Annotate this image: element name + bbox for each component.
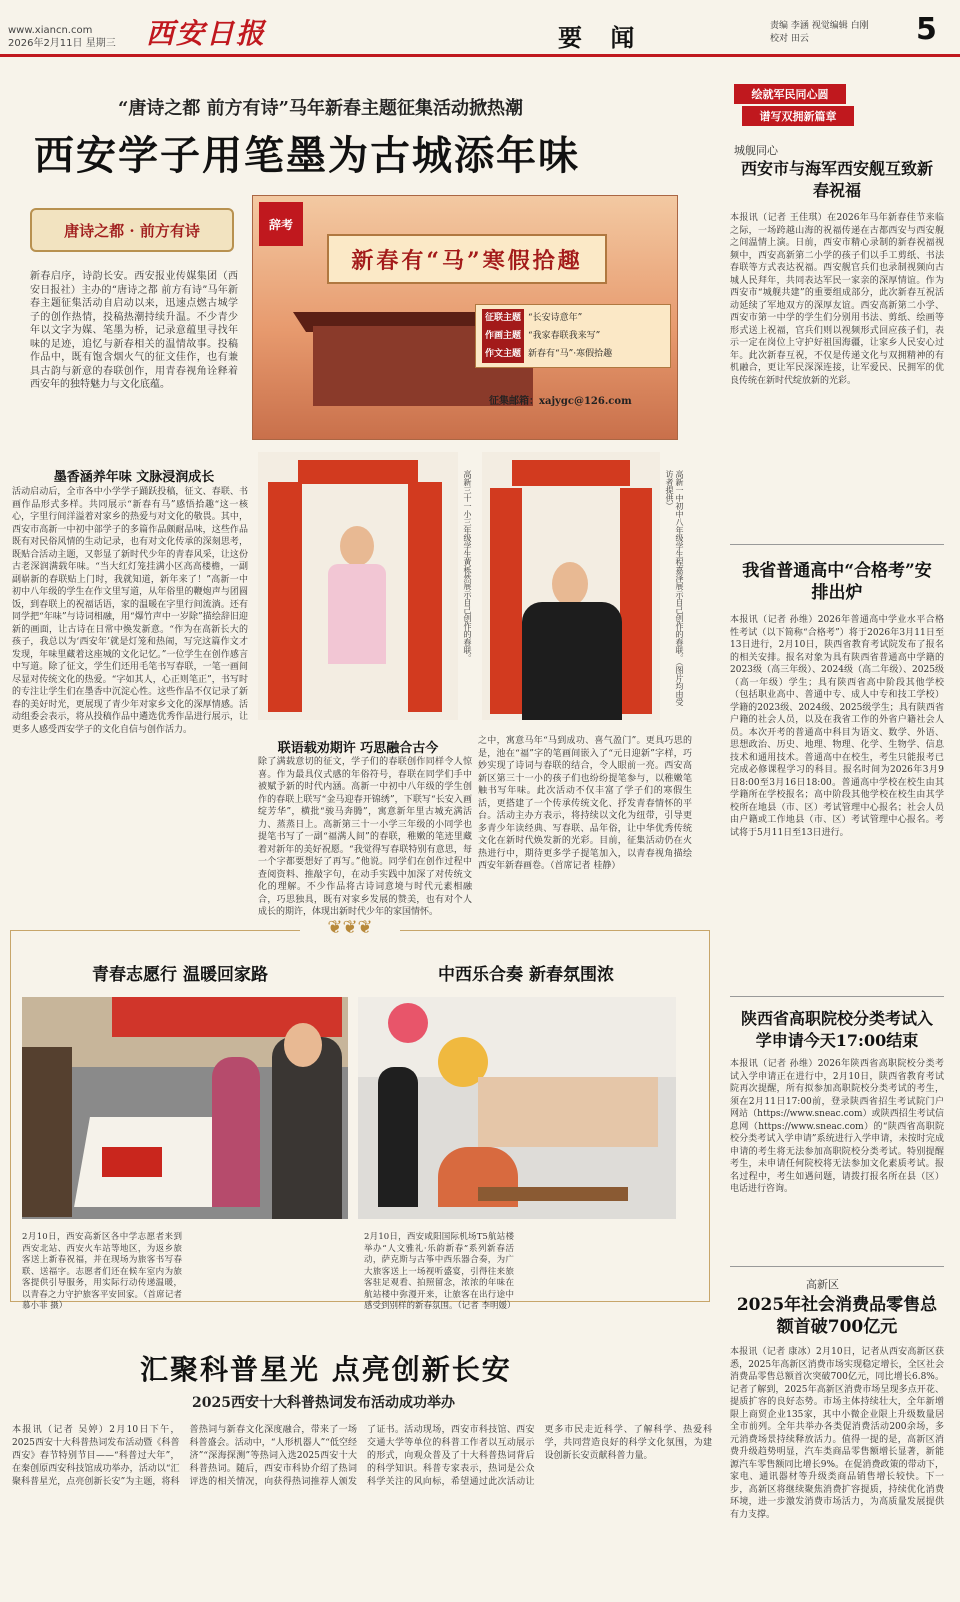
article-3-headline: 陕西省高职院校分类考试入学申请今天17:00结束 [740, 1009, 933, 1050]
masthead-url [8, 24, 116, 50]
poster-info [475, 304, 671, 368]
newspaper-logo: 西安日报 [146, 17, 267, 50]
article-2-body: 本报讯（记者 孙维）2026年普通高中学业水平合格性考试（以下简称“合格考”）将于2026年3月11日至13日进行，2月10日，陕西省教育考试院发布了报名的相关安排。报名对象为具有陕西省普通高中学籍的2023级（高三年级）、2024级（高二年级）、2025级（高一年级）学生；具有陕西省高中阶段其他学校（包括职业高中、普通中专、成人中专和技工学校）学籍的2023级、2024级、2025级学生；具有陕西省户籍的社会人员，以及在我省工作的外省户籍社会人员。本次开考的普通高中科目为语文、数学、外语、思想政治、历史、地理、物理、化学、生物学、信息技术和通用技术。普通高中在校生，考生只能报考已完成必修课程学习的科目。报名时间为2026年3月9日8:00至3月16日18:00。普通高中学校在校生由其学籍所在学校报名；高中阶段其他学校在校生由其学校所在地县（市、区）考试管理中心报名；社会人员由户籍或工作地县（市、区）考试管理中心报名。考试将于5月11日至13日进行。 [730, 615, 944, 838]
poster-text: “长安诗意年” [528, 313, 583, 323]
science-body: 本报讯（记者 吴婷）2月10日下午，2025西安十大科普热词发布活动暨《科普西安》春节特别节目——“科普过大年”，在秦创原西安科技馆成功举办，活动以“汇聚科普星光，点亮创新长安”为主题，将科普热词与新春文化深度融合，带来了一场科普盛会。活动中，“人形机器人”“低空经济”“深海探测”等热词入选2025西安十大科普热词。随后，西安市科协介绍了热词评选的相关情况，向获得热词推荐人颁发了证书。活动现场，西安市科技馆、西安交通大学等单位的科普工作者以互动展示的形式，向观众普及了十大科普热词背后的科学知识。科普专家表示，热词是公众科学关注的风向标，希望通过此次活动让更多市民走近科学、了解科学、热爱科学，共同营造良好的科学文化氛围，为建设创新长安贡献科普力量。 [12, 1425, 712, 1487]
subhead-1: 墨香涵养年味 文脉浸润成长 [53, 470, 215, 485]
article-4-headline: 2025年社会消费品零售总额首破700亿元 [736, 1295, 938, 1337]
banner-line-1: 绘就军民同心圆 [734, 84, 846, 104]
photo-concert [358, 997, 676, 1219]
photo-caption-right: 2月10日，西安咸阳国际机场T5航站楼举办“人文雅礼·乐韵新春”系列新春活动，萨克斯与古筝中西乐器合奏，为广大旅客送上一场视听盛宴，引得往来旅客驻足观看、拍照留念，浓浓的年味在航站楼中弥漫开来，让旅客在出行途中感受到别样的新春氛围。（记者 李明媛） [364, 1232, 516, 1311]
photo-student-1 [258, 452, 458, 720]
site-url: www.xiancn.com [8, 25, 93, 36]
issue-date: 2026年2月11日 星期三 [8, 38, 116, 49]
poster-text: 新春有“马”·寒假拾趣 [528, 349, 613, 359]
article-2-headline: 我省普通高中“合格考”安排出炉 [742, 561, 932, 603]
lead-kicker: “唐诗之都 前方有诗”马年新春主题征集活动掀热潮 [118, 98, 523, 119]
science-subhead: 2025西安十大科普热词发布活动成功举办 [192, 1395, 455, 1411]
article-3-body: 本报讯（记者 孙维）2026年陕西省高职院校分类考试入学申请正在进行中，2月10日，陕西省教育考试院再次提醒，所有拟参加高职院校分类考试的考生，须在2月11日17:00前，登录陕西省招生考试院门户网站（https://www.sneac.com）或陕西招生考试信息网（https://www.sneac.com）的“陕西省高职院校分类考试入学申请”系统进行入学申请，未按时完成申请的考生将无法参加高职院校分类考试。特别提醒考生，未申请任何院校将无法参加文化素质考试。报名过程中，考生如遇问题，请拨打报名所在县（区）电话进行咨询。 [730, 1059, 944, 1194]
article-1-headline: 西安市与海军西安舰互致新春祝福 [740, 159, 933, 200]
caption-photo-2: 高新一中初中八年级学生程嘉泽展示自己创作的春联。（图片均由受访者提供） [665, 470, 684, 706]
section-title: 要 闻 [558, 23, 645, 52]
poster-tag: 作文主题 [482, 345, 524, 363]
column-badge: 唐诗之都 · 前方有诗 [30, 208, 234, 252]
photo-news-right-head: 中西乐合奏 新春氛围浓 [438, 965, 614, 985]
ornament-icon: ❦❦❦ [300, 917, 400, 943]
science-headline: 汇聚科普星光 点亮创新长安 [140, 1353, 512, 1386]
lead-body-2: 除了满载意切的征文，学子们的春联创作同样令人惊喜。作为最具仪式感的年俗符号，春联在同学们手中被赋予新的时代内涵。高新一中初中八年级的学生创作的春联上联写“金马迎春开锦绣”，下联写“长安入画绽芳华”，横批“骏马奔腾”，寓意新年里古城充满活力、蒸蒸日上。高新第三十一小学三年级的小同学也提笔书写了一副“福满人间”的春联，稚嫩的笔迹里藏着对新年的美好祝愿。“我觉得写春联特别有意思，每一个字都要想好了再写。”他说。同学们在创作过程中查阅资料、推敲字句，在动手实践中加深了对传统文化的理解。不少作品将古诗词意境与时代元素相融合，巧思独具，既有对家乡发展的赞美，也有对个人成长的期许，体现出新时代少年的家国情怀。 [258, 757, 472, 917]
article-1-kicker: 城舰同心 [734, 144, 778, 157]
divider [730, 544, 944, 545]
editors: 责编 李涵 视觉编辑 白刚 [770, 21, 869, 31]
article-4-kicker: 高新区 [806, 1278, 839, 1291]
poster-logo: 辞考 [259, 202, 303, 246]
editors-info [770, 20, 869, 46]
proofreader: 校对 田云 [770, 34, 809, 44]
poster-title: 新春有“马”寒假拾趣 [327, 234, 607, 284]
photo-news-left-head: 青春志愿行 温暖回家路 [92, 965, 268, 985]
lead-body-1: 活动启动后，全市各中小学学子踊跃投稿，征文、春联、书画作品形式多样。共同展示“新春有马”感悟拾趣“这一核心，字里行间洋溢着对家乡的热爱与对文化的敬畏。其中，西安市高新一中初中部学子的多篇作品颇耐品味，这些作品既有对民俗风情的生动记录，也有对文化传承的深刻思考，既贴合活动主题，又彰显了新时代少年的青春风采，让这份古老深润满载年味。“当大红灯笼挂满小区高高楼檐，一副副崭新的春联贴上门时，我就知道，新年来了！”高新一中初中八年级的学生在作文里写道，从年俗里的鞭炮声与团圆饭，到春联上的祝福话语，家的温暖在字里行间流淌。还有同学把“年味”与诗词相融，用“爆竹声中一岁除”描绘辞旧迎新的画面，让古诗在日常中焕发新意。“作为在高新长大的孩子，我总以为‘西安年’就是灯笼和热闹，写完这篇作文才发现，年味里藏着这座城的文化记忆。”一位学生在创作感言中写道。除了征文，学生们还用毛笔书写春联，一笔一画间尽显对传统文化的热爱。“字如其人，心正则笔正”，书写时的专注让学生们在墨香中沉淀心性。这些作品不仅记录了新春的美好时光，更展现了青少年对家乡文化的深厚情感。活动组委会表示，将从投稿作品中遴选优秀作品进行展示，让更多人感受西安学子的文化自信与创作活力。 [12, 487, 248, 735]
poster-image [252, 195, 678, 440]
lead-intro: 新春启序，诗韵长安。西安报业传媒集团（西安日报社）主办的“唐诗之都 前方有诗”马年新春主题征集活动自启动以来，迅速点燃古城学子的创作热情，投稿热潮持续升温。不少青少年以文字为媒、笔墨为桥，记录意蕴里寻找年味的足迹，追忆与新春相关的温情故事。投稿作品中，既有饱含烟火气的征文佳作，也有兼具古韵与新意的春联创作，用青春视角诠释着西安年的独特魅力与文化底蕴。 [30, 271, 238, 390]
lead-body-3: 之中，寓意马年“马到成功、喜气盈门”。更具巧思的是，池在“福”字的笔画间嵌入了“元日迎新”字样，巧妙实现了诗词与春联的结合，令人眼前一亮。西安高新区第三十一小的孩子们也纷纷提笔参与，以稚嫩笔触书写年味。此次活动不仅丰富了学子们的寒假生活，更搭建了一个传承传统文化、抒发青春情怀的平台。活动主办方表示，将持续以文化为纽带，引导更多青少年读经典、写春联、品年俗，让中华优秀传统文化在新时代焕发新的光彩。目前，征集活动仍在火热进行中，期待更多学子提笔加入，以青春视角描绘西安年新春画卷。（首席记者 桂静） [478, 736, 692, 871]
article-1-body: 本报讯（记者 王佳琪）在2026年马年新春佳节来临之际，一场跨越山海的祝福传递在古都西安与西安舰之间温情上演。日前，西安市精心录制的新春祝福视频中，西安高新第二小学的孩子们以手工剪纸、书法春联等方式表达祝福。西安舰官兵们也录制视频向古城人民拜年，共同表达军民一家亲的深厚情谊。作为西安市“城舰共建”的重要组成部分，此次新春互祝活动延续了军地双方的深厚友谊。西安高新第二小学、西安市第一中学的学生们分别用书法、剪纸、绘画等形式送上祝福，官兵们则以视频形式回应孩子们，表示一定在岗位上守护好祖国海疆，让家乡人民安心过年。此次新春互祝，不仅是传递文化与双拥精神的有机融合，更让军民深深连接，让军爱民、民拥军的优良传统在新时代绽放新的光彩。 [730, 213, 944, 386]
poster-text: “我家春联我来写” [528, 331, 601, 341]
photo-volunteers [22, 997, 348, 1219]
masthead-rule [0, 54, 960, 57]
poster-mail: 征集邮箱：xajygc@126.com [489, 396, 632, 407]
divider [730, 996, 944, 997]
poster-tag: 征联主题 [482, 309, 524, 327]
divider [730, 1266, 944, 1267]
photo-caption-left: 2月10日，西安高新区各中学志愿者来到西安北站、西安火车站等地区，为返乡旅客送上新春祝福，并在现场为旅客书写春联、送福字。志愿者们还在候车室内为旅客提供引导服务，用实际行动传递温暖，以青春之力守护旅客平安回家。（首席记者 慕小菲 摄） [22, 1232, 182, 1311]
photo-caption-right-cont [520, 1232, 676, 1290]
subhead-2: 联语载劝期许 巧思融合古今 [277, 741, 439, 756]
banner-line-2: 谱写双拥新篇章 [742, 106, 854, 126]
article-4-body: 本报讯（记者 康冰）2月10日，记者从西安高新区获悉，2025年高新区消费市场实现稳定增长，全区社会消费品零售总额首次突破700亿元，同比增长6.8%。记者了解到，2025年高新区消费市场呈现多点开花、提质扩容的良好态势。市场主体持续壮大，全年新增限上商贸企业135家，其中小微企业限上升级数量居全市前列。全年共举办各类促消费活动200余场，多元消费场景持续释放活力。值得一提的是，高新区消费升级趋势明显，汽车类商品零售额增长显著，新能源汽车零售额同比增长9%。在促消费政策的带动下，家电、通讯器材等升级类商品销售增长较快。下一步，高新区将继续聚焦消费扩容提质，持续优化消费环境，进一步激发消费市场活力，为高质量发展提供有力支撑。 [730, 1347, 944, 1520]
photo-caption-left-cont [188, 1232, 348, 1290]
page-number: 5 [916, 12, 937, 47]
column-banner [734, 84, 854, 132]
caption-photo-1: 高新三十一小三年级学生黄栎然展示自己创作的春联。 [463, 470, 472, 662]
photo-student-2 [482, 452, 660, 720]
lead-headline: 西安学子用笔墨为古城添年味 [34, 132, 580, 179]
poster-tag: 作画主题 [482, 327, 524, 345]
